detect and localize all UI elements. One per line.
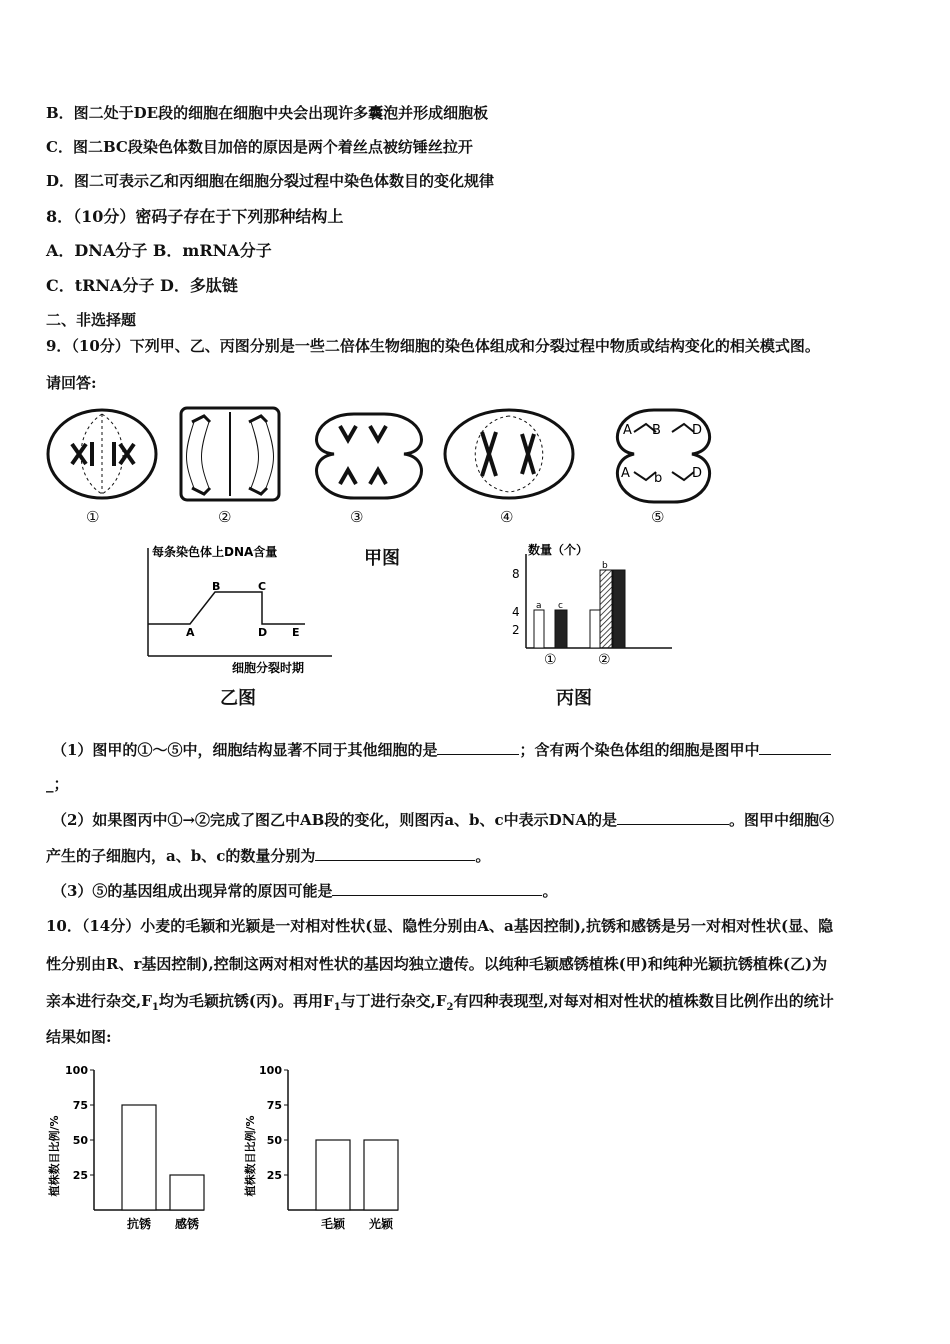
q8-options-cd: C．tRNA分子 D．多肽链 xyxy=(46,276,238,295)
yi-point-label: C xyxy=(258,580,267,593)
answer-blank[interactable] xyxy=(315,846,475,861)
subscript: 1 xyxy=(333,1002,341,1013)
figure-jia-cells xyxy=(44,402,714,532)
y-tick-label: 100 xyxy=(259,1064,282,1077)
cell5-label: A xyxy=(621,466,630,481)
cell-number: ② xyxy=(218,508,232,526)
yi-xlabel: 细胞分裂时期 xyxy=(232,661,305,675)
bar xyxy=(170,1175,204,1210)
bar xyxy=(122,1105,156,1210)
bar xyxy=(364,1140,398,1210)
answer-blank[interactable] xyxy=(759,740,831,755)
y-tick-label: 75 xyxy=(72,1099,88,1112)
bar xyxy=(316,1140,350,1210)
cell5-label: D xyxy=(692,423,703,438)
q9-part1-text-b: ；含有两个染色体组的细胞是图甲中 xyxy=(519,741,760,759)
y-tick-label: 100 xyxy=(65,1064,88,1077)
q9-part1-text-a: （1）图甲的①～⑤中，细胞结构显著不同于其他细胞的是 xyxy=(52,741,438,759)
cell5-label: D xyxy=(692,466,703,481)
yi-point-label: B xyxy=(212,580,221,593)
q9-part2 xyxy=(52,809,834,830)
cell5-label: b xyxy=(654,471,663,486)
q9-part2-text-d: 。 xyxy=(475,847,491,865)
cell5-label: A xyxy=(623,423,632,438)
bing-bar-label: a xyxy=(536,601,542,611)
cell-4 xyxy=(445,410,573,498)
q10-line-2: 性分别由R、r基因控制),控制这两对相对性状的基因均独立遗传。以纯种毛颖感锈植株(甲)和纯种光颖抗锈植株(乙)为 xyxy=(46,955,828,973)
bing-group-label: ② xyxy=(598,652,611,668)
bing-bar xyxy=(534,610,544,648)
yi-point-label: D xyxy=(258,626,268,639)
bing-bar xyxy=(555,610,567,648)
bing-tick: 4 xyxy=(512,605,520,619)
q7-option-c: C．图二BC段染色体数目加倍的原因是两个着丝点被纺锤丝拉开 xyxy=(46,138,473,156)
bing-bar-label: c xyxy=(558,601,563,611)
x-tick-label: 光颖 xyxy=(368,1217,394,1231)
figure-jia-title: 甲图 xyxy=(364,548,400,569)
q9-part2-text-c: 产生的子细胞内，a、b、c的数量分别为 xyxy=(46,847,316,865)
bing-bar-label: b xyxy=(602,561,608,571)
cell5-label: B xyxy=(652,423,661,438)
yi-point-label: E xyxy=(292,626,300,639)
y-tick-label: 50 xyxy=(266,1134,282,1147)
q7-option-b: B．图二处于DE段的细胞在细胞中央会出现许多囊泡并形成细胞板 xyxy=(46,104,489,122)
x-tick-label: 毛颖 xyxy=(320,1217,346,1231)
q9-ask: 请回答: xyxy=(46,374,97,392)
cell-number: ③ xyxy=(350,508,364,526)
cell-2 xyxy=(181,408,279,500)
bing-bar xyxy=(613,570,625,648)
cell-1 xyxy=(48,410,156,498)
x-tick-label: 感锈 xyxy=(174,1217,200,1231)
q10-text: 与丁进行杂交,F xyxy=(340,992,447,1010)
figure-bing-chart xyxy=(500,540,680,670)
figure-bing-title: 丙图 xyxy=(556,688,592,709)
chart-ylabel: 植株数目比例/% xyxy=(244,1115,257,1197)
chart-glume-hair xyxy=(240,1056,420,1236)
y-tick-label: 25 xyxy=(72,1169,88,1182)
bing-group-label: ① xyxy=(544,652,557,668)
yi-point-label: A xyxy=(186,626,195,639)
subscript: 2 xyxy=(446,1002,454,1013)
q9-part3 xyxy=(52,880,557,901)
q9-part3-text-b: 。 xyxy=(542,882,558,900)
q9-part2-text-b: 。图甲中细胞④ xyxy=(729,811,835,829)
q9-part1-tail: _； xyxy=(46,775,69,793)
q8-options-ab: A．DNA分子 B．mRNA分子 xyxy=(46,241,272,260)
cell-number: ⑤ xyxy=(651,508,665,526)
q10-line-3 xyxy=(46,990,834,1013)
bing-ylabel: 数量（个） xyxy=(528,543,589,557)
q10-text: 亲本进行杂交,F xyxy=(46,992,152,1010)
answer-blank[interactable] xyxy=(332,881,542,896)
bing-bar xyxy=(600,570,612,648)
q9-part2-cont xyxy=(46,845,490,866)
y-tick-label: 75 xyxy=(266,1099,282,1112)
chart-rust-resistance xyxy=(44,1056,234,1236)
yi-ylabel: 每条染色体上DNA含量 xyxy=(152,545,278,559)
figure-yi-graph xyxy=(140,540,340,680)
y-tick-label: 25 xyxy=(266,1169,282,1182)
bing-tick: 8 xyxy=(512,567,520,581)
q7-option-d: D．图二可表示乙和丙细胞在细胞分裂过程中染色体数目的变化规律 xyxy=(46,172,495,190)
answer-blank[interactable] xyxy=(617,810,729,825)
q10-text: 均为毛颖抗锈(丙)。再用F xyxy=(158,992,334,1010)
q10-text: 有四种表现型,对每对相对性状的植株数目比例作出的统计 xyxy=(453,992,834,1010)
figure-yi-title: 乙图 xyxy=(220,688,256,709)
subscript: 1 xyxy=(151,1002,159,1013)
chart-ylabel: 植株数目比例/% xyxy=(48,1115,61,1197)
y-tick-label: 50 xyxy=(72,1134,88,1147)
x-tick-label: 抗锈 xyxy=(126,1217,152,1231)
q9-part2-text-a: （2）如果图丙中①→②完成了图乙中AB段的变化，则图丙a、b、c中表示DNA的是 xyxy=(52,811,618,829)
q8-stem: 8．（10分）密码子存在于下列那种结构上 xyxy=(46,207,344,226)
cell-3 xyxy=(317,414,422,498)
bing-tick: 2 xyxy=(512,623,520,637)
bing-bar xyxy=(590,610,600,648)
q10-line-4: 结果如图: xyxy=(46,1028,112,1046)
q10-line-1: 10．（14分）小麦的毛颖和光颖是一对相对性状(显、隐性分别由A、a基因控制),抗锈和感锈是另一对相对性状(显、隐 xyxy=(46,917,834,935)
q9-part1 xyxy=(52,739,831,760)
q9-part3-text-a: （3）⑤的基因组成出现异常的原因可能是 xyxy=(52,882,333,900)
cell-5 xyxy=(617,410,709,502)
cell-number: ① xyxy=(86,508,100,526)
answer-blank[interactable] xyxy=(437,740,519,755)
cell-number: ④ xyxy=(500,508,514,526)
q9-stem: 9．（10分）下列甲、乙、丙图分别是一些二倍体生物细胞的染色体组成和分裂过程中物质或结构变化的相关模式图。 xyxy=(46,337,820,355)
section-heading: 二、非选择题 xyxy=(46,311,137,329)
